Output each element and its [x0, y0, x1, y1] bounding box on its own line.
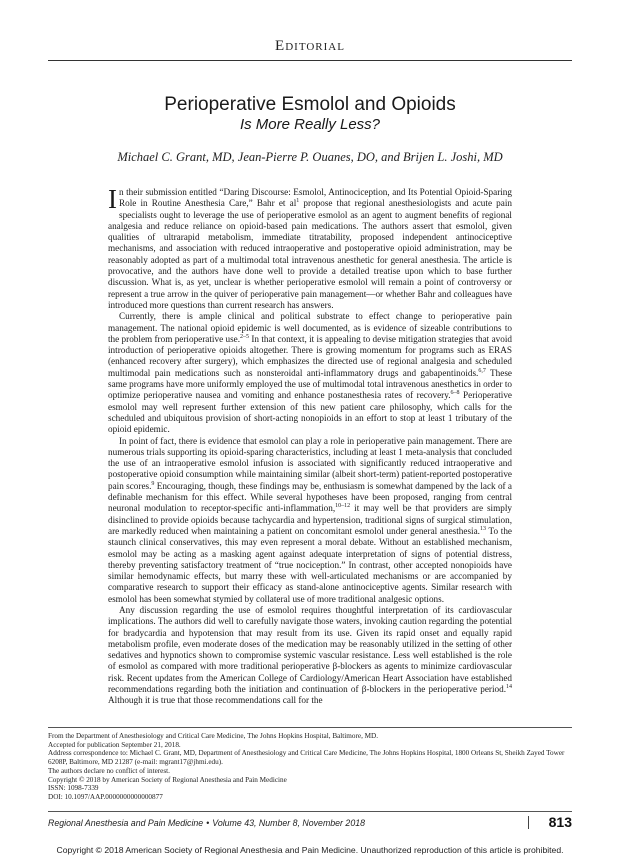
citation-ref: 6,7 [478, 367, 486, 374]
citation-ref: 2–5 [240, 333, 250, 340]
section-heading: Editorial [275, 38, 345, 54]
article-subtitle: Is More Really Less? [239, 116, 381, 133]
citation-ref: 10–12 [335, 503, 351, 510]
article-title: Perioperative Esmolol and Opioids [164, 94, 456, 115]
paragraph-2 [108, 311, 512, 435]
footnote-rule [48, 727, 572, 728]
citation-ref: 13 [479, 525, 486, 532]
footnote-correspondence: Address correspondence to: Michael C. Grant, MD, Department of Anesthesiology and Critical Care Medicine, The Johns Hopkins Hospital, 1800 Orleans St, Sheikh Zayed Tower 6208P, Baltimore, MD 21287 (e-mail: mgrant17@jhmi.edu). [48, 749, 565, 767]
footer-separator: • [206, 818, 210, 828]
footnote-affiliation: From the Department of Anesthesiology and Critical Care Medicine, The Johns Hopkins Hospital, Baltimore, MD. [48, 732, 379, 740]
page-number-divider [528, 816, 529, 829]
citation-ref: 14 [506, 684, 512, 690]
paragraph-1-text-a: n their submission entitled “Daring Discourse: Esmolol, Antinociception, and Its Potential Opioid-Sparing Role in Routine Anesthesia Care,” Bahr et al [119, 187, 512, 209]
header-rule [48, 60, 572, 61]
paragraph-3 [108, 436, 512, 605]
paragraph-2-text-d: Perioperative esmolol may well represent further extension of this new patient care philosophy, which calls for the scheduled and ubiquitous provision of short-acting nonopioids in an effort to stop at least 1 tributary of the opioid epidemic. [108, 390, 512, 435]
paragraph-4-text-b: Although it is true that those recommendations call for the [108, 695, 323, 706]
paragraph-3-text-b: Encouraging, though, these findings may be, enthusiasm is somewhat dampened by the lack of a definable mechanism for this effect. While several hypotheses have been proposed, ranging from central neuronal modulation to receptor-specific anti-inflammation, [108, 480, 512, 514]
copyright-notice: Copyright © 2018 American Society of Regional Anesthesia and Pain Medicine. Unauthorized reproduction of this article is prohibited. [56, 845, 564, 855]
citation-ref: 1 [296, 198, 300, 205]
paragraph-2-text-a: Currently, there is ample clinical and political substrate to effect change to perioperative pain management. The national opioid epidemic is well documented, as is evidence of sizeable contributions to the problem from perioperative use. [108, 311, 512, 344]
paragraph-3-text-c: it may well be that providers are simply disinclined to provide opioids because tachycardia and hypertension, traditional signs of surgical stimulation, are markedly reduced when maintaining a patient on concomitant esmolol under general anesthesia. [108, 503, 512, 536]
paragraph-1-text-b: propose that regional anesthesiologists and acute pain specialists ought to leverage the use of perioperative esmolol as an agent to augment benefits of regional analgesia and reduce reliance on opioid-based pain medications. The authors assert that esmolol, given qualities of ultrarapid metabolism, immediate titratability, proposed independent antinociceptive mechanisms, and association with reduced intraoperative and postoperative opioid administration, may be reasonably adopted as part of a multimodal total intravenous anesthetic for general anesthesia. The article is provocative, and the authors have done well to provide a detailed treatise upon which to base further discussion. What is, as yet, unclear is whether perioperative esmolol will remain a point of controversy or represent a true arrow in the quiver of perioperative pain management—or whether Bahr and colleagues have introduced more questions than current research has answers. [108, 198, 512, 310]
footer-rule [48, 811, 572, 812]
drop-cap: I [108, 184, 117, 214]
article-body [108, 184, 512, 707]
footnote-conflict: The authors declare no conflict of interest. [48, 766, 170, 775]
paragraph-4 [108, 605, 512, 707]
running-footer [48, 818, 365, 828]
footnote-doi: DOI: 10.1097/AAP.0000000000000877 [48, 792, 163, 801]
footnote-accepted: Accepted for publication September 21, 2018. [48, 740, 181, 749]
paragraph-2-text-c: These same programs have more uniformly employed the use of multimodal total intravenous anesthetics in order to optimize perioperative nausea and vomiting and enhance postanesthesia rates of recovery. [108, 367, 512, 401]
footnotes [48, 732, 572, 802]
footnote-issn: ISSN: 1098-7339 [48, 784, 99, 793]
paragraph-2-text-b: In that context, it is appealing to devise mitigation strategies that avoid introduction of perioperative opioids altogether. There is growing momentum for programs such as ERAS (enhanced recovery after surgery), which emphasizes the directed use of regional analgesia and scheduled multimodal pain medications such as nonsteroidal anti-inflammatory drugs and gabapentinoids. [108, 333, 512, 378]
journal-name: Regional Anesthesia and Pain Medicine [48, 818, 204, 828]
citation-ref: 6–8 [450, 390, 460, 397]
paragraph-3-text-a: In point of fact, there is evidence that esmolol can play a role in perioperative pain management. There are numerous trials supporting its opioid-sparing characteristics, including at least 1 meta-analysis that concluded the use of an intraoperative esmolol infusion is associated with significantly reduced intraoperative and postoperative opioid consumption while maintaining similar (albeit short-term) patient-reported postoperative pain scores. [108, 435, 512, 491]
article-authors: Michael C. Grant, MD, Jean-Pierre P. Ouanes, DO, and Brijen L. Joshi, MD [117, 150, 503, 164]
volume-info: Volume 43, Number 8, November 2018 [212, 818, 366, 828]
paragraph-3-text-d: To the staunch clinical conservatives, this may even represent a moral debate. Without an established mechanism, esmolol may be acting as a masking agent against adequate interpretation of signs of potential distress, thereby preventing satisfactory treatment of “true nociception.” In contrast, other accepted nonopioids have similar hemodynamic effects, but marry these with well-articulated mechanisms or are accompanied by comparative research to support their efficacy as stand-alone antinociceptive agents. Similar research with esmolol has been somewhat stymied by collateral use of more traditional analgesic options. [108, 525, 512, 604]
footnote-copyright: Copyright © 2018 by American Society of Regional Anesthesia and Pain Medicine [48, 775, 287, 784]
paragraph-1 [108, 184, 512, 311]
paragraph-4-text-a: Any discussion regarding the use of esmolol requires thoughtful interpretation of its cardiovascular implications. The authors did well to carefully navigate those waters, invoking caution regarding the potential for bradycardia and hypotension that may result from its use. Given its rapid onset and equally rapid metabolism profile, even moderate doses of the medication may be reasonably utilized in the setting of other sedatives and hypnotics shown to compromise systemic vascular resistance. Less well established is the role of esmolol as compared with more traditional perioperative β-blockers as agents to minimize cardiovascular risk. Recent updates from the American College of Cardiology/American Heart Association have established recommendations regarding both the initiation and continuation of β-blockers in the perioperative period. [108, 604, 512, 695]
page-number: 813 [548, 814, 572, 830]
citation-ref: 9 [151, 480, 155, 487]
